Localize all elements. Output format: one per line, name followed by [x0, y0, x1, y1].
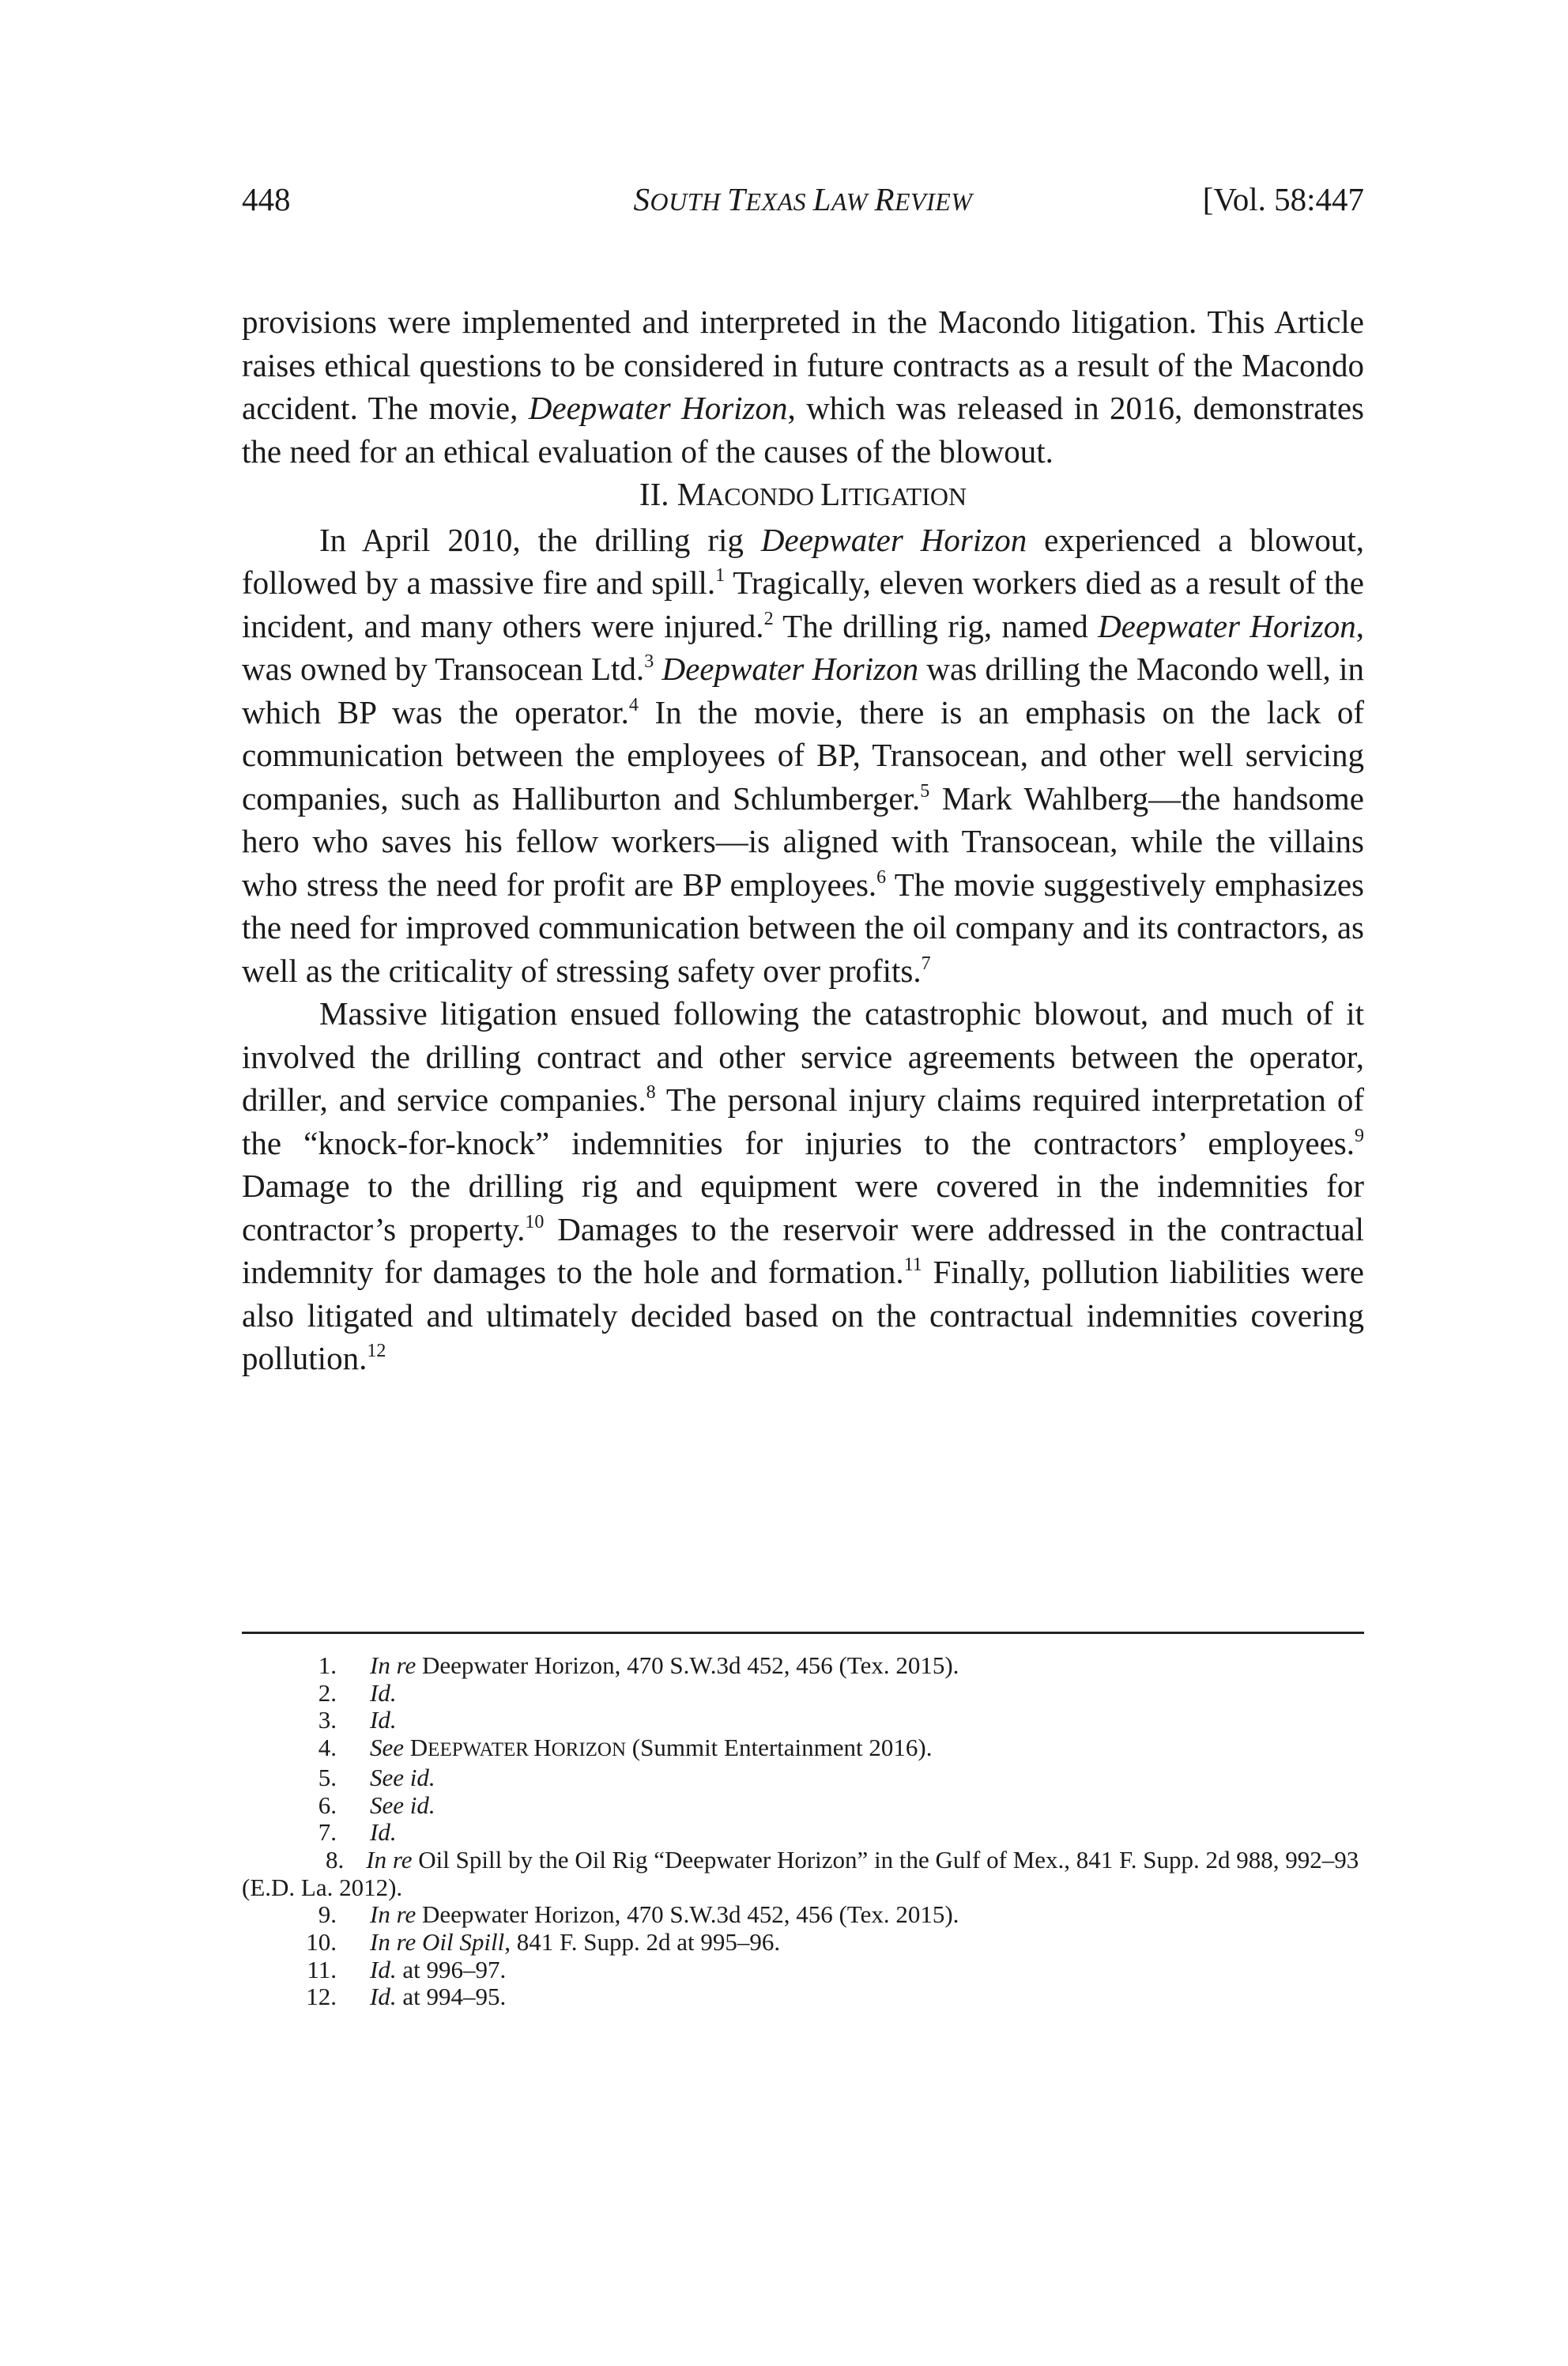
footnote-number: 4.	[318, 1734, 337, 1762]
paragraph-intro-continued: provisions were implemented and interpreted in the Macondo litigation. This Article raises ethical questions to be considered in future contracts as a result of the Macondo accident. The movie, Deepwater Horizon, which was released in 2016, demonstrates the need for an ethical evaluation of the causes of the blowout.	[242, 304, 1364, 470]
footnote-ref-1[interactable]: 1	[715, 565, 726, 586]
footnote-ref-8[interactable]: 8	[646, 1082, 656, 1103]
footnote-text: In re Oil Spill by the Oil Rig “Deepwater Horizon” in the Gulf of Mex., 841 F. Supp. 2d 988, 992–93 (E.D. La. 2012).	[242, 1845, 1359, 1901]
footnote-10	[242, 1929, 1364, 1957]
footnote-text: Id.	[370, 1678, 397, 1707]
footnote-text: Id. at 996–97.	[370, 1955, 507, 1983]
footnote-5	[242, 1764, 1364, 1792]
footnote-1	[242, 1652, 1364, 1680]
page-number: 448	[242, 181, 291, 217]
footnote-number: 9.	[318, 1900, 337, 1929]
volume-citation: [Vol. 58:447	[1202, 181, 1364, 217]
footnote-number: 8.	[326, 1845, 345, 1874]
footnote-2	[242, 1680, 1364, 1708]
paragraph-2: Massive litigation ensued following the catastrophic blowout, and much of it involved the drilling contract and other service agreements between the operator, driller, and service companies.$^8$ The personal injury claims required interpretation of the “knock-for-knock” indemnities for injuries to the contractors’ employees.$^9$ Damage to the drilling rig and equipment were covered in the indemnities for contractor’s property.$^{10}$ Damages to the reservoir were addressed in the contractual indemnity for damages to the hole and formation.$^{11}$ Finally, pollution liabilities were also litigated and ultimately decided based on the contractual indemnities covering pollution.$^{12}$	[242, 995, 1364, 1376]
footnote-ref-9[interactable]: 9	[1355, 1125, 1364, 1146]
footnote-text: In re Deepwater Horizon, 470 S.W.3d 452, 456 (Tex. 2015).	[370, 1651, 959, 1679]
footnote-text: See id.	[370, 1763, 435, 1791]
footnote-8	[242, 1847, 1364, 1901]
footnote-ref-2[interactable]: 2	[763, 608, 774, 629]
footnote-ref-12[interactable]: 12	[367, 1341, 386, 1361]
footnote-text: In re Oil Spill, 841 F. Supp. 2d at 995–96.	[370, 1928, 781, 1957]
section-heading: II. MACONDO LITIGATION	[639, 476, 967, 512]
footnote-text: Id. at 994–95.	[370, 1983, 507, 2011]
footnote-number: 7.	[318, 1818, 337, 1847]
footnote-3	[242, 1707, 1364, 1734]
footnote-number: 5.	[318, 1763, 337, 1791]
footnote-text: See DEEPWATER HORIZON (Summit Entertainment 2016).	[370, 1734, 933, 1762]
footnote-text: See id.	[370, 1791, 435, 1819]
footnote-ref-3[interactable]: 3	[644, 651, 654, 672]
footnote-text: In re Deepwater Horizon, 470 S.W.3d 452, 456 (Tex. 2015).	[370, 1900, 959, 1929]
footnote-number: 3.	[318, 1706, 337, 1734]
footnote-ref-11[interactable]: 11	[903, 1255, 922, 1275]
footnote-11	[242, 1957, 1364, 1984]
footnote-text: Id.	[370, 1706, 397, 1734]
footnote-ref-6[interactable]: 6	[876, 866, 887, 888]
footnote-ref-10[interactable]: 10	[525, 1211, 545, 1232]
paragraph-1: In April 2010, the drilling rig Deepwater Horizon experienced a blowout, followed by a massive fire and spill.$^1$ Tragically, eleven workers died as a result of the incident, and many others were injured.$^2$ The drilling rig, named Deepwater Horizon, was owned by Transocean Ltd.$^3$ Deepwater Horizon was drilling the Macondo well, in which BP was the operator.$^4$ In the movie, there is an emphasis on the lack of communication between the employees of BP, Transocean, and other well servicing companies, such as Halliburton and Schlumberger.$^5$ Mark Wahlberg—the handsome hero who saves his fellow workers—is aligned with Transocean, while the villains who stress the need for profit are BP employees.$^6$ The movie suggestively emphasizes the need for improved communication between the oil company and its contractors, as well as the criticality of stressing safety over profits.$^7$	[242, 521, 1365, 989]
running-head	[242, 180, 1364, 228]
footnote-9	[242, 1901, 1364, 1929]
journal-title: SOUTH TEXAS LAW REVIEW	[633, 181, 973, 217]
footnote-number: 12.	[306, 1983, 337, 2011]
footnote-4	[242, 1734, 1364, 1764]
footnote-number: 10.	[306, 1928, 337, 1957]
footnote-number: 2.	[318, 1678, 337, 1707]
footnote-12	[242, 1983, 1364, 2011]
footnote-ref-7[interactable]: 7	[921, 953, 931, 974]
footnote-ref-4[interactable]: 4	[628, 694, 639, 715]
footnote-text: Id.	[370, 1818, 397, 1847]
footnote-divider	[242, 1632, 1364, 1634]
footnote-number: 6.	[318, 1791, 337, 1819]
footnotes	[242, 1652, 1364, 2011]
footnote-7	[242, 1819, 1364, 1847]
body-text	[242, 300, 1364, 1380]
footnote-6	[242, 1792, 1364, 1820]
footnote-number: 11.	[307, 1955, 337, 1983]
footnote-ref-5[interactable]: 5	[920, 780, 930, 802]
footnote-number: 1.	[318, 1651, 337, 1679]
